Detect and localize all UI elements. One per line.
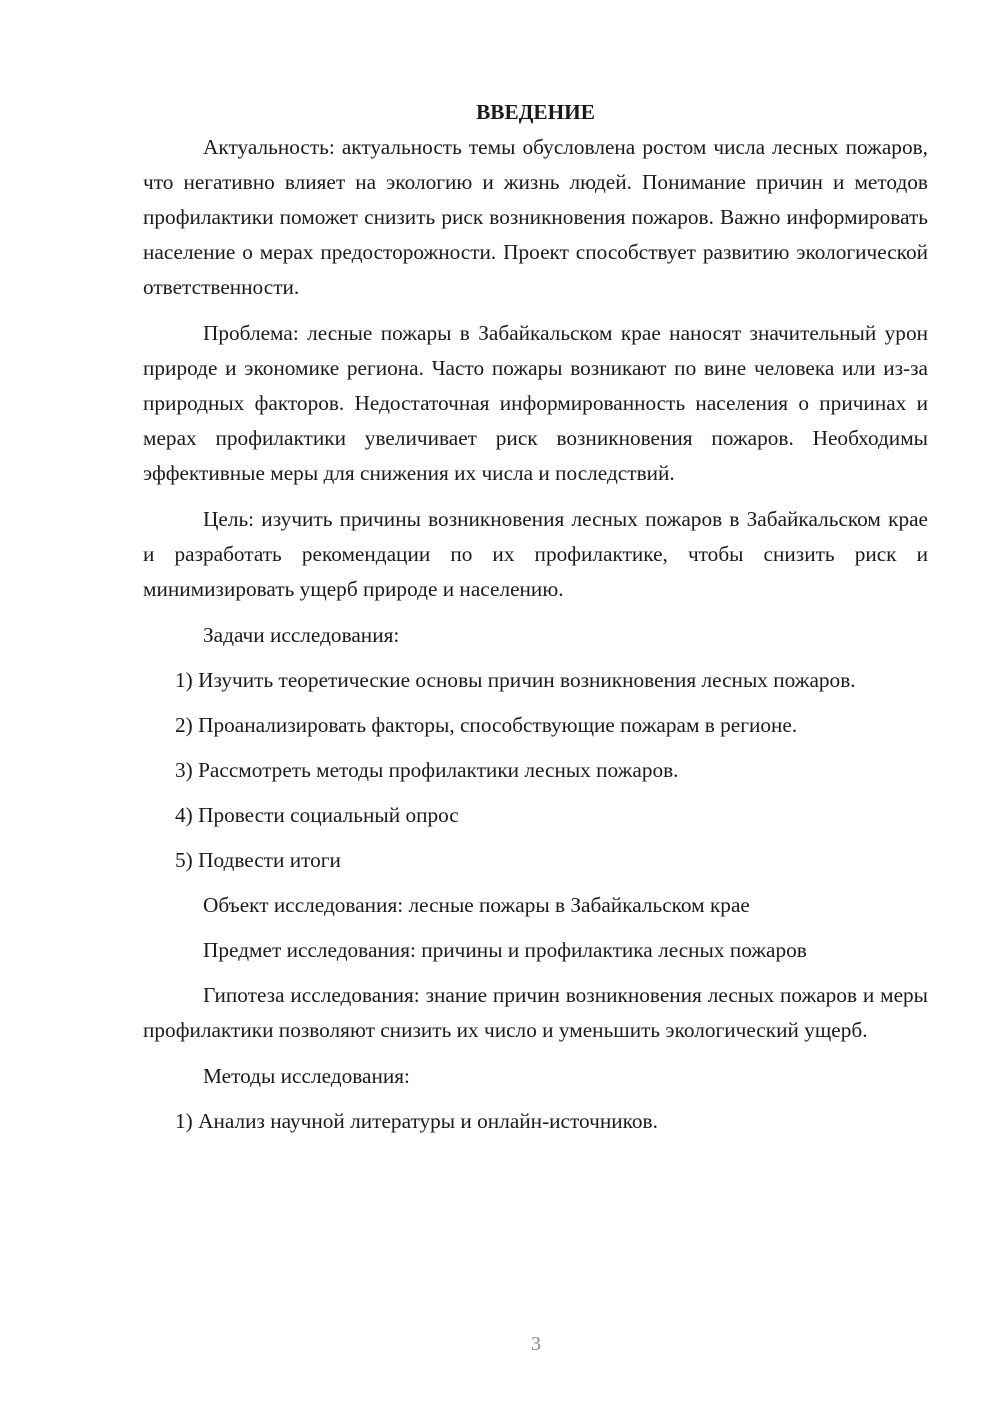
section-title: ВВЕДЕНИЕ — [476, 100, 595, 124]
task-item-1: 1) Изучить теоретические основы причин возникновения лесных пожаров. — [175, 668, 856, 692]
method-item-1: 1) Анализ научной литературы и онлайн-источников. — [175, 1109, 658, 1133]
tasks-heading: Задачи исследования: — [203, 623, 400, 647]
task-item-3: 3) Рассмотреть методы профилактики лесных пожаров. — [175, 758, 679, 782]
page-number: 3 — [531, 1333, 541, 1355]
subject-paragraph: Предмет исследования: причины и профилактика лесных пожаров — [203, 938, 807, 962]
goal-paragraph: Цель: изучить причины возникновения лесных пожаров в Забайкальском крае и разработать рекомендации по их профилактике, чтобы снизить риск и минимизировать ущерб природе и населению. — [143, 507, 928, 601]
task-item-4: 4) Провести социальный опрос — [175, 803, 459, 827]
object-paragraph: Объект исследования: лесные пожары в Забайкальском крае — [203, 893, 750, 917]
task-item-5: 5) Подвести итоги — [175, 848, 341, 872]
methods-heading: Методы исследования: — [203, 1064, 410, 1088]
document-page — [143, 95, 928, 1149]
relevance-paragraph: Актуальность: актуальность темы обусловлена ростом числа лесных пожаров, что негативно влияет на экологию и жизнь людей. Понимание причин и методов профилактики поможет снизить риск возникновения пожаров. Важно информировать население о мерах предосторожности. Проект способствует развитию экологической ответственности. — [143, 135, 928, 299]
task-item-2: 2) Проанализировать факторы, способствующие пожарам в регионе. — [175, 713, 798, 737]
problem-paragraph: Проблема: лесные пожары в Забайкальском крае наносят значительный урон природе и экономике региона. Часто пожары возникают по вине человека или из-за природных факторов. Недостаточная информированность населения о причинах и мерах профилактики увеличивает риск возникновения пожаров. Необходимы эффективные меры для снижения их числа и последствий. — [143, 321, 928, 485]
hypothesis-paragraph: Гипотеза исследования: знание причин возникновения лесных пожаров и меры профилактики позволяют снизить их число и уменьшить экологический ущерб. — [143, 983, 928, 1042]
